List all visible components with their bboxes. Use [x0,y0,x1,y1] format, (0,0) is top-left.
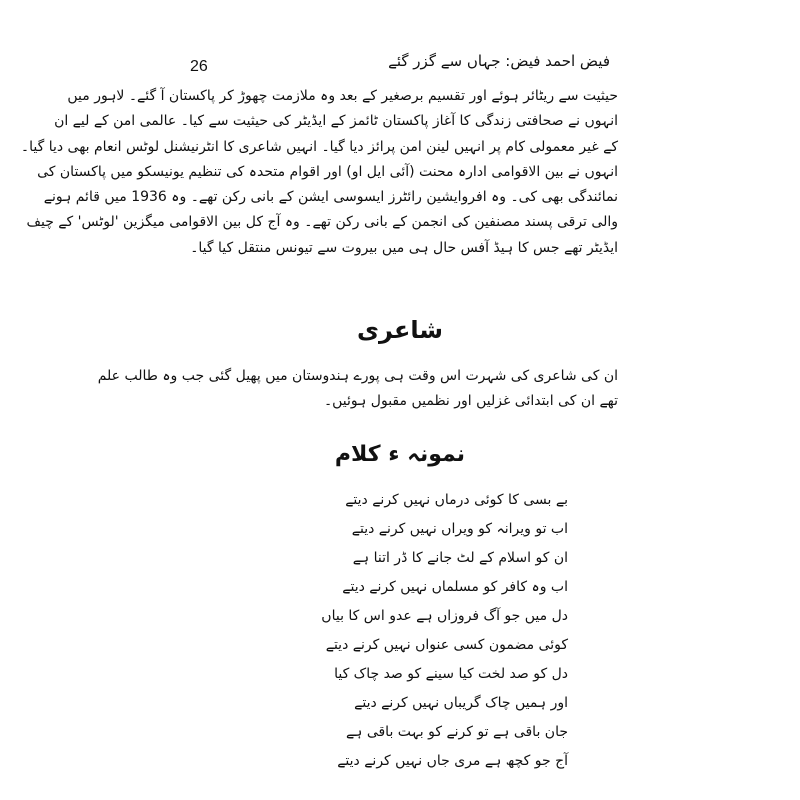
poem-line: جان باقی ہے تو کرنے کو بہت باقی ہے [345,724,568,740]
section-line: ان کی شاعری کی شہرت اس وقت ہی پورے ہندوستان میں پھیل گئی جب وہ طالب علم [97,368,618,384]
sample-heading: نمونہ ء کلام [334,442,466,467]
poem-line: آج جو کچھ ہے مری جاں نہیں کرنے دیتے [337,753,568,769]
poem-line: دل کو صد لخت کیا سینے کو صد چاک کیا [334,666,568,682]
intro-line: نمائندگی بھی کی۔ وہ افروایشین رائٹرز ایسوسی ایشن کے بانی رکن تھے۔ وہ 1936 میں قائم ہونے [43,189,618,206]
intro-line: کے غیر معمولی کام پر انہیں لینن امن پرائز دیا گیا۔ انہیں شاعری کا انٹرنیشنل لوٹس انعام بھی دیا گیا۔ [20,138,618,155]
intro-line: والی ترقی پسند مصنفین کی انجمن کے بانی رکن تھے۔ وہ آج کل بین الاقوامی میگزین 'لوٹس' کے چیف [26,214,618,231]
intro-line: انہوں نے صحافتی زندگی کا آغاز پاکستان ٹائمز کے ایڈیٹر کی حیثیت سے کیا۔ عالمی امن کے لیے ان [54,113,618,130]
poem-line: کوئی مضمون کسی عنواں نہیں کرنے دیتے [325,637,568,653]
running-title: فیض احمد فیض: جہاں سے گزر گئے [388,52,610,70]
page-number: 26 [190,58,208,75]
section-heading: شاعری [357,316,443,344]
poem-line: بے بسی کا کوئی درماں نہیں کرنے دیتے [345,492,568,508]
intro-line: ایڈیٹر تھے جس کا ہیڈ آفس حال ہی میں بیروت سے تیونس منتقل کیا گیا۔ [190,239,618,256]
intro-line: انہوں نے بین الاقوامی ادارہ محنت (آئی ایل او) اور اقوام متحدہ کی تنظیم یونیسکو میں پاکستان کی [37,163,618,180]
poem-line: ان کو اسلام کے لٹ جانے کا ڈر اتنا ہے [352,550,568,566]
poem [268,486,568,776]
page-header [190,52,610,82]
intro-line: حیثیت سے ریٹائر ہوئے اور تقسیم برصغیر کے بعد وہ ملازمت چھوڑ کر پاکستان آ گئے۔ لاہور میں [67,88,618,104]
poem-line: اب وہ کافر کو مسلماں نہیں کرنے دیتے [342,579,568,595]
poem-line: دل میں جو آگ فروزاں ہے عدو اس کا بیاں [321,608,568,624]
poem-line: اور ہمیں چاک گریباں نہیں کرنے دیتے [354,695,568,711]
section-paragraph [97,364,618,414]
poem-line: اب تو ویرانہ کو ویراں نہیں کرنے دیتے [351,521,568,537]
section-line: تھے ان کی ابتدائی غزلیں اور نظمیں مقبول ہوئیں۔ [323,393,618,409]
intro-paragraph [20,84,618,261]
